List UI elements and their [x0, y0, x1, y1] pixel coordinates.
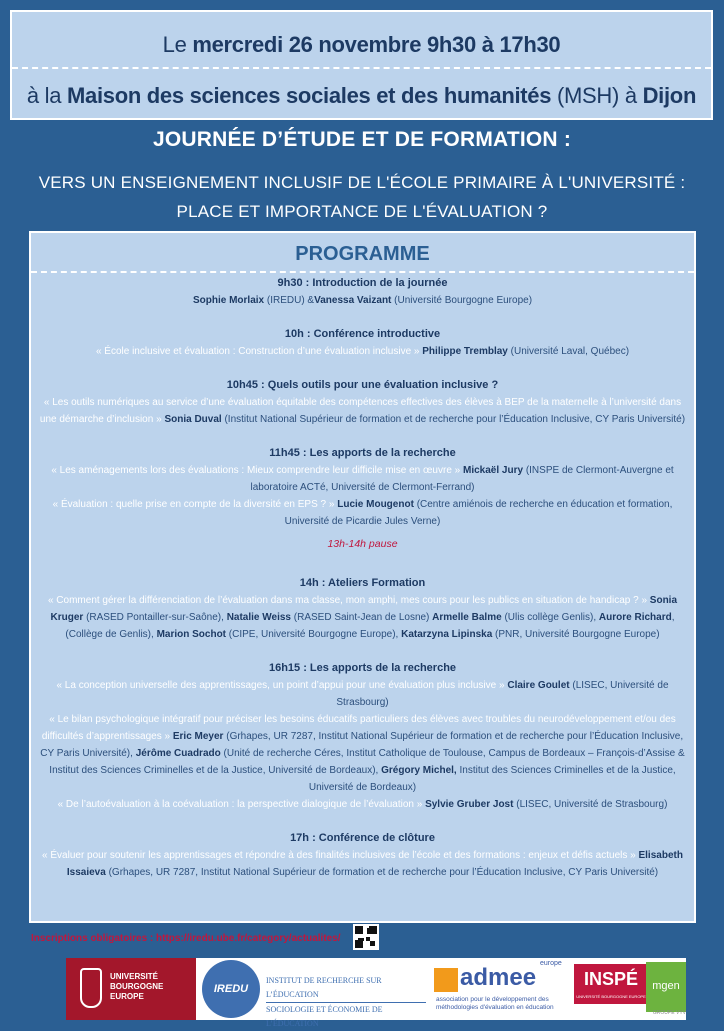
talk-title: « Évaluation : quelle prise en compte de la diversité en EPS ? » [52, 499, 335, 510]
speaker-name: Katarzyna Lipinska [401, 629, 493, 640]
speaker-affiliation: (LISEC, Université de Strasbourg) [336, 680, 669, 708]
date-line [12, 12, 711, 67]
speaker-affiliation: (Grhapes, UR 7287, Institut National Supérieur de formation et de recherche pour l’Éducation Inclusive, CY Paris Université), [40, 731, 684, 759]
session-title: 9h30 : Introduction de la journée [277, 277, 448, 289]
session-intro [39, 275, 686, 309]
speaker-name: Sophie Morlaix [192, 295, 265, 306]
page-title: JOURNÉE D’ÉTUDE ET DE FORMATION : [152, 128, 572, 151]
talk-title: « École inclusive et évaluation : Construction d’une évaluation inclusive » [95, 346, 420, 357]
speaker-affiliation: (LISEC, Université de Strasbourg) [516, 799, 668, 810]
session-title: 10h : Conférence introductive [284, 328, 441, 340]
talk-title: « La conception universelle des apprentissages, un point d’appui pour une évaluation plus inclusive » [56, 680, 505, 691]
speaker-affiliation: (Université Laval, Québec) [510, 346, 630, 357]
session-talk [39, 677, 686, 711]
talk-title: « Les outils numériques au service d’une évaluation équitable des compétences effectives des élèves à BEP de la maternelle à l’université dans une démarche d’inclusion » [39, 397, 682, 425]
programme-box [29, 231, 696, 923]
session-recherche-2 [39, 660, 686, 813]
session-conference-intro [39, 326, 686, 360]
session-ateliers [39, 575, 686, 643]
talk-title: « Le bilan psychologique intégratif pour préciser les besoins éducatifs particuliers des élèves avec troubles du neurodéveloppement et/ou des difficultés d’apprentissages » [41, 714, 676, 742]
session-title: 10h45 : Quels outils pour une évaluation inclusive ? [226, 379, 499, 391]
session-title: 16h15 : Les apports de la recherche [268, 662, 457, 674]
ube-logo-text: UNIVERSITÉ BOURGOGNE EUROPE [110, 972, 164, 1001]
speaker-name: Sylvie Gruber Jost [425, 799, 514, 810]
registration-link[interactable]: Inscriptions obligatoires : https://iredu.ube.fr/category/actualites/ [31, 933, 341, 944]
session-talk [39, 592, 686, 643]
session-talk [39, 394, 686, 428]
admee-logo: admee [460, 964, 537, 991]
talk-title: « Évaluer pour soutenir les apprentissages et répondre à des finalités inclusives de l’école et des formations : enjeux et défis actuels » [42, 850, 636, 861]
session-talk [39, 462, 686, 496]
speaker-name: Claire Goulet [507, 680, 570, 691]
speaker-name: Armelle Balme [432, 612, 502, 623]
speaker-name: Marion Sochot [156, 629, 227, 640]
speaker-affiliation: (INSPE de Clermont-Auvergne et laboratoire ACTé, Université de Clermont-Ferrand) [250, 465, 674, 493]
venue-abbr: (MSH) à [556, 83, 637, 108]
speaker-name: Philippe Tremblay [422, 346, 508, 357]
session-talk [39, 343, 686, 360]
session-talk [39, 711, 686, 796]
iredu-logo: IREDU [202, 960, 260, 1018]
speaker-name: Grégory Michel, [381, 765, 457, 776]
speaker-affiliation: (Université Bourgogne Europe) [394, 295, 533, 306]
partner-logos [66, 958, 686, 1028]
speaker-name: Mickaël Jury [463, 465, 524, 476]
iredu-logo-text [266, 974, 426, 1031]
inspe-sub: UNIVERSITÉ BOURGOGNE EUROPE [576, 994, 646, 999]
session-cloture [39, 830, 686, 881]
session-talk [39, 496, 686, 530]
speaker-affiliation: (Unité de recherche Céres, Institut Catholique de Toulouse, Campus de Bordeaux – François-d’Assise & Institut des Sciences Criminelles et de la Justice, Université de Bordeaux), [49, 748, 685, 776]
speaker-name: Vanessa Vaizant [314, 295, 392, 306]
speaker-name: Elisabeth Issaieva [66, 850, 683, 878]
venue-name: Maison des sciences sociales et des humanités [67, 83, 552, 108]
session-title: 11h45 : Les apports de la recherche [269, 447, 456, 459]
programme-body [31, 273, 694, 881]
speaker-affiliation: (Centre amiénois de recherche en éducation et formation, Université de Picardie Jules Verne) [284, 499, 673, 527]
talk-title: « Comment gérer la différenciation de l’évaluation dans ma classe, mon amphi, mes cours pour les publics en situation de handicap ? » [47, 595, 648, 606]
speaker-affiliation: (Grhapes, UR 7287, Institut National Supérieur de formation et de recherche pour l’Éducation Inclusive, CY Paris Université) [108, 867, 659, 878]
speaker-name: Natalie Weiss [226, 612, 291, 623]
speaker-affiliation: Institut des Sciences Criminelles et de la Justice, Université de Bordeaux) [308, 765, 676, 793]
event-date: mercredi 26 novembre 9h30 à 17h30 [192, 32, 561, 57]
page-subtitle: VERS UN ENSEIGNEMENT INCLUSIF DE L'ÉCOLE PRIMAIRE À L'UNIVERSITÉ : PLACE ET IMPORTANCE DE L'ÉVALUATION ? [38, 173, 686, 221]
session-speakers [39, 292, 686, 309]
session-recherche-1 [39, 445, 686, 530]
talk-title: « De l’autoévaluation à la coévaluation : la perspective dialogique de l’évaluation » [57, 799, 423, 810]
programme-heading: PROGRAMME [295, 243, 430, 265]
location-line [12, 69, 711, 109]
speaker-affiliation: (Ulis collège Genlis), [504, 612, 597, 623]
speaker-name: Lucie Mougenot [337, 499, 414, 510]
vyv-logo-text: GROUPE VYV [652, 1010, 686, 1016]
city: Dijon [642, 83, 697, 108]
date-location-box [10, 10, 713, 120]
speaker-name: Aurore Richard [598, 612, 672, 623]
speaker-name: Eric Meyer [172, 731, 224, 742]
session-talk [39, 796, 686, 813]
ube-logo [66, 958, 196, 1020]
speaker-name: Sonia Duval [164, 414, 222, 425]
qr-code-icon[interactable] [353, 924, 379, 950]
location-prefix: à la [26, 83, 62, 108]
admee-europe: europe [540, 960, 562, 967]
iredu-line-1: INSTITUT DE RECHERCHE SUR L’ÉDUCATION [266, 974, 426, 1003]
inspe-logo: INSPÉ [574, 964, 648, 1004]
session-talk [39, 847, 686, 881]
speaker-name: Sonia Kruger [50, 595, 678, 623]
mgen-logo: mgen [646, 962, 686, 1012]
iredu-line-2: SOCIOLOGIE ET ÉCONOMIE DE L’ÉDUCATION [266, 1005, 383, 1028]
speaker-affiliation: (RASED Pontailler-sur-Saône), [86, 612, 224, 623]
admee-tagline: association pour le développement des méthodologies d'évaluation en éducation [436, 996, 554, 1011]
lunch-break: 13h-14h pause [327, 538, 398, 550]
speaker-affiliation: (Institut National Supérieur de formation et de recherche pour l’Éducation Inclusive, CY Paris Université) [224, 414, 686, 425]
speaker-affiliation: (CIPE, Université Bourgogne Europe), [228, 629, 399, 640]
speaker-affiliation: (RASED Saint-Jean de Losne) [293, 612, 430, 623]
session-outils [39, 377, 686, 428]
date-prefix: Le [162, 32, 187, 57]
speaker-affiliation: , (Collège de Genlis), [65, 612, 675, 640]
session-title: 17h : Conférence de clôture [290, 832, 435, 844]
speaker-affiliation: (IREDU) & [266, 295, 315, 306]
crest-icon [80, 968, 102, 1008]
speaker-affiliation: (PNR, Université Bourgogne Europe) [495, 629, 660, 640]
session-title: 14h : Ateliers Formation [299, 577, 426, 589]
talk-title: « Les aménagements lors des évaluations : Mieux comprendre leur difficile mise en œuvre » [51, 465, 461, 476]
admee-mark-icon [434, 968, 458, 992]
speaker-name: Jérôme Cuadrado [135, 748, 221, 759]
